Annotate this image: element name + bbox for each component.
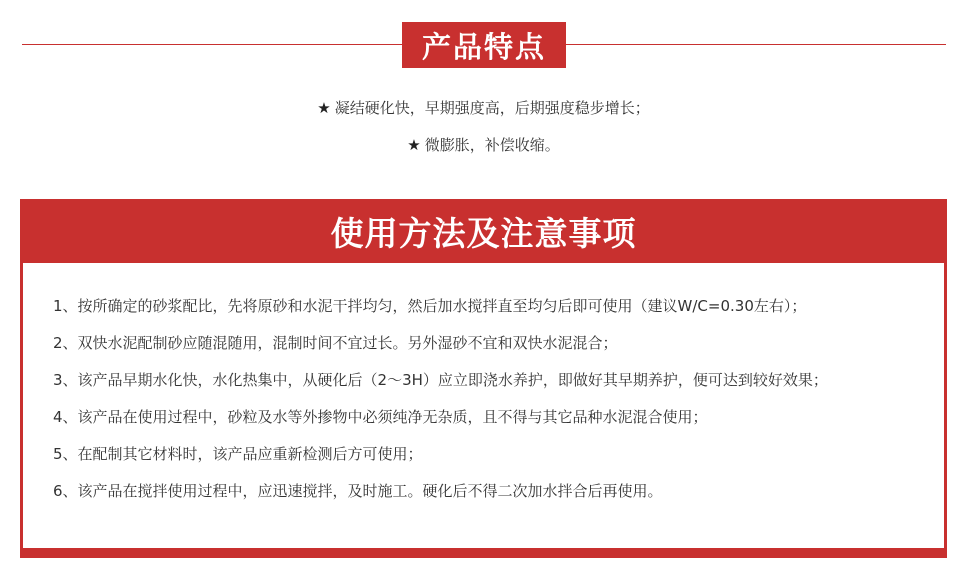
usage-title: 使用方法及注意事项 — [330, 213, 637, 253]
feature-text: 微膨胀，补偿收缩。 — [424, 136, 560, 154]
features-title: 产品特点 — [402, 22, 566, 68]
usage-item: 6、该产品在搅拌使用过程中，应迅速搅拌，及时施工。硬化后不得二次加水拌合后再使用。 — [53, 482, 663, 500]
feature-item — [0, 97, 967, 118]
usage-item: 2、双快水泥配制砂应随混随用，混制时间不宜过长。另外湿砂不宜和双快水泥混合； — [53, 334, 618, 352]
features-rule-left — [22, 44, 402, 45]
feature-text: 凝结硬化快，早期强度高，后期强度稳步增长； — [334, 99, 650, 117]
usage-item: 1、按所确定的砂浆配比，先将原砂和水泥干拌均匀，然后加水搅拌直至均匀后即可使用（建议W/C=0.30左右）； — [53, 297, 807, 315]
features-rule-right — [566, 44, 946, 45]
usage-item: 5、在配制其它材料时，该产品应重新检测后方可使用； — [53, 445, 423, 463]
usage-body — [23, 263, 944, 548]
star-icon: ★ — [317, 99, 331, 117]
usage-list — [53, 295, 828, 517]
usage-item: 4、该产品在使用过程中，砂粒及水等外掺物中必须纯净无杂质，且不得与其它品种水泥混合使用； — [53, 408, 708, 426]
usage-panel — [20, 199, 947, 558]
star-icon: ★ — [407, 136, 421, 154]
usage-item: 3、该产品早期水化快，水化热集中，从硬化后（2～3H）应立即浇水养护，即做好其早期养护，便可达到较好效果； — [53, 371, 828, 389]
feature-item — [0, 134, 967, 155]
